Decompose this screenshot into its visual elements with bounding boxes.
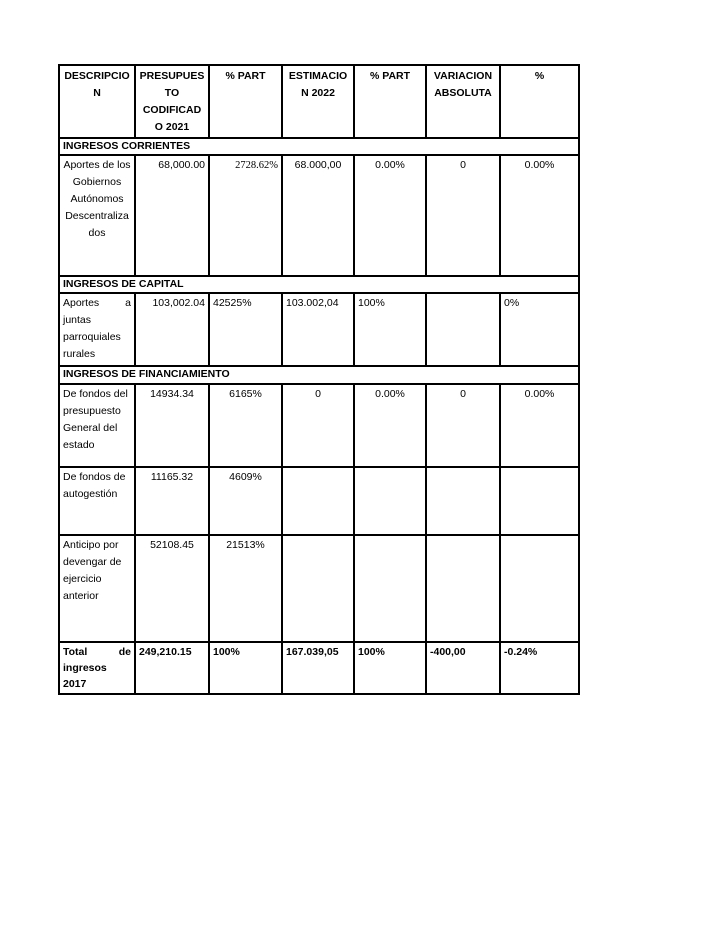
cell-descripcion: Aportes a juntas parroquiales rurales xyxy=(59,293,135,366)
cell-variacion-absoluta xyxy=(426,467,500,535)
cell-variacion-absoluta: 0 xyxy=(426,155,500,276)
cell-presupuesto-codificado-2021: 68,000.00 xyxy=(135,155,209,276)
header-cell-variacion-absoluta: VARIACION ABSOLUTA xyxy=(426,65,500,138)
cell-variacion-pct: -0.24% xyxy=(500,642,579,694)
section-label: INGRESOS DE CAPITAL xyxy=(59,276,579,293)
cell-pct-part-2022: 0.00% xyxy=(354,384,426,467)
header-cell-presupuesto-codificado-2021: PRESUPUESTO CODIFICADO 2021 xyxy=(135,65,209,138)
section-row xyxy=(59,276,579,293)
cell-variacion-absoluta xyxy=(426,293,500,366)
cell-pct-part-2022 xyxy=(354,467,426,535)
cell-variacion-pct: 0.00% xyxy=(500,155,579,276)
header-row xyxy=(59,65,579,138)
cell-presupuesto-codificado-2021: 103,002.04 xyxy=(135,293,209,366)
cell-presupuesto-codificado-2021: 249,210.15 xyxy=(135,642,209,694)
cell-pct-part-2021: 21513% xyxy=(209,535,282,642)
section-label: INGRESOS DE FINANCIAMIENTO xyxy=(59,366,579,384)
cell-pct-part-2022: 0.00% xyxy=(354,155,426,276)
cell-descripcion: Total de ingresos 2017 xyxy=(59,642,135,694)
total-row xyxy=(59,642,579,694)
cell-variacion-pct xyxy=(500,535,579,642)
cell-descripcion: Aportes de los Gobiernos Autónomos Descentralizados xyxy=(59,155,135,276)
budget-table xyxy=(58,64,580,695)
cell-pct-part-2021: 2728.62% xyxy=(209,155,282,276)
cell-estimacion-2022 xyxy=(282,535,354,642)
cell-variacion-absoluta xyxy=(426,535,500,642)
cell-presupuesto-codificado-2021: 14934.34 xyxy=(135,384,209,467)
cell-estimacion-2022: 0 xyxy=(282,384,354,467)
header-cell-pct-part-2021: % PART xyxy=(209,65,282,138)
cell-estimacion-2022: 103.002,04 xyxy=(282,293,354,366)
header-cell-estimacion-2022: ESTIMACION 2022 xyxy=(282,65,354,138)
cell-descripcion: De fondos del presupuesto General del estado xyxy=(59,384,135,467)
section-row xyxy=(59,138,579,155)
table-row xyxy=(59,535,579,642)
cell-variacion-pct: 0.00% xyxy=(500,384,579,467)
cell-descripcion: De fondos de autogestión xyxy=(59,467,135,535)
table-row xyxy=(59,155,579,276)
header-cell-descripcion: DESCRIPCION xyxy=(59,65,135,138)
cell-estimacion-2022: 167.039,05 xyxy=(282,642,354,694)
budget-table-body xyxy=(59,65,579,694)
cell-pct-part-2022: 100% xyxy=(354,293,426,366)
section-label: INGRESOS CORRIENTES xyxy=(59,138,579,155)
cell-variacion-pct: 0% xyxy=(500,293,579,366)
cell-variacion-absoluta: -400,00 xyxy=(426,642,500,694)
cell-variacion-pct xyxy=(500,467,579,535)
cell-pct-part-2021: 6165% xyxy=(209,384,282,467)
cell-pct-part-2022: 100% xyxy=(354,642,426,694)
cell-pct-part-2021: 42525% xyxy=(209,293,282,366)
table-row xyxy=(59,467,579,535)
table-row xyxy=(59,384,579,467)
table-row xyxy=(59,293,579,366)
cell-descripcion: Anticipo por devengar de ejercicio anterior xyxy=(59,535,135,642)
cell-pct-part-2022 xyxy=(354,535,426,642)
section-row xyxy=(59,366,579,384)
cell-presupuesto-codificado-2021: 52108.45 xyxy=(135,535,209,642)
cell-presupuesto-codificado-2021: 11165.32 xyxy=(135,467,209,535)
cell-pct-part-2021: 4609% xyxy=(209,467,282,535)
cell-estimacion-2022 xyxy=(282,467,354,535)
header-cell-pct-part-2022: % PART xyxy=(354,65,426,138)
header-cell-variacion-pct: % xyxy=(500,65,579,138)
cell-estimacion-2022: 68.000,00 xyxy=(282,155,354,276)
cell-variacion-absoluta: 0 xyxy=(426,384,500,467)
cell-pct-part-2021: 100% xyxy=(209,642,282,694)
